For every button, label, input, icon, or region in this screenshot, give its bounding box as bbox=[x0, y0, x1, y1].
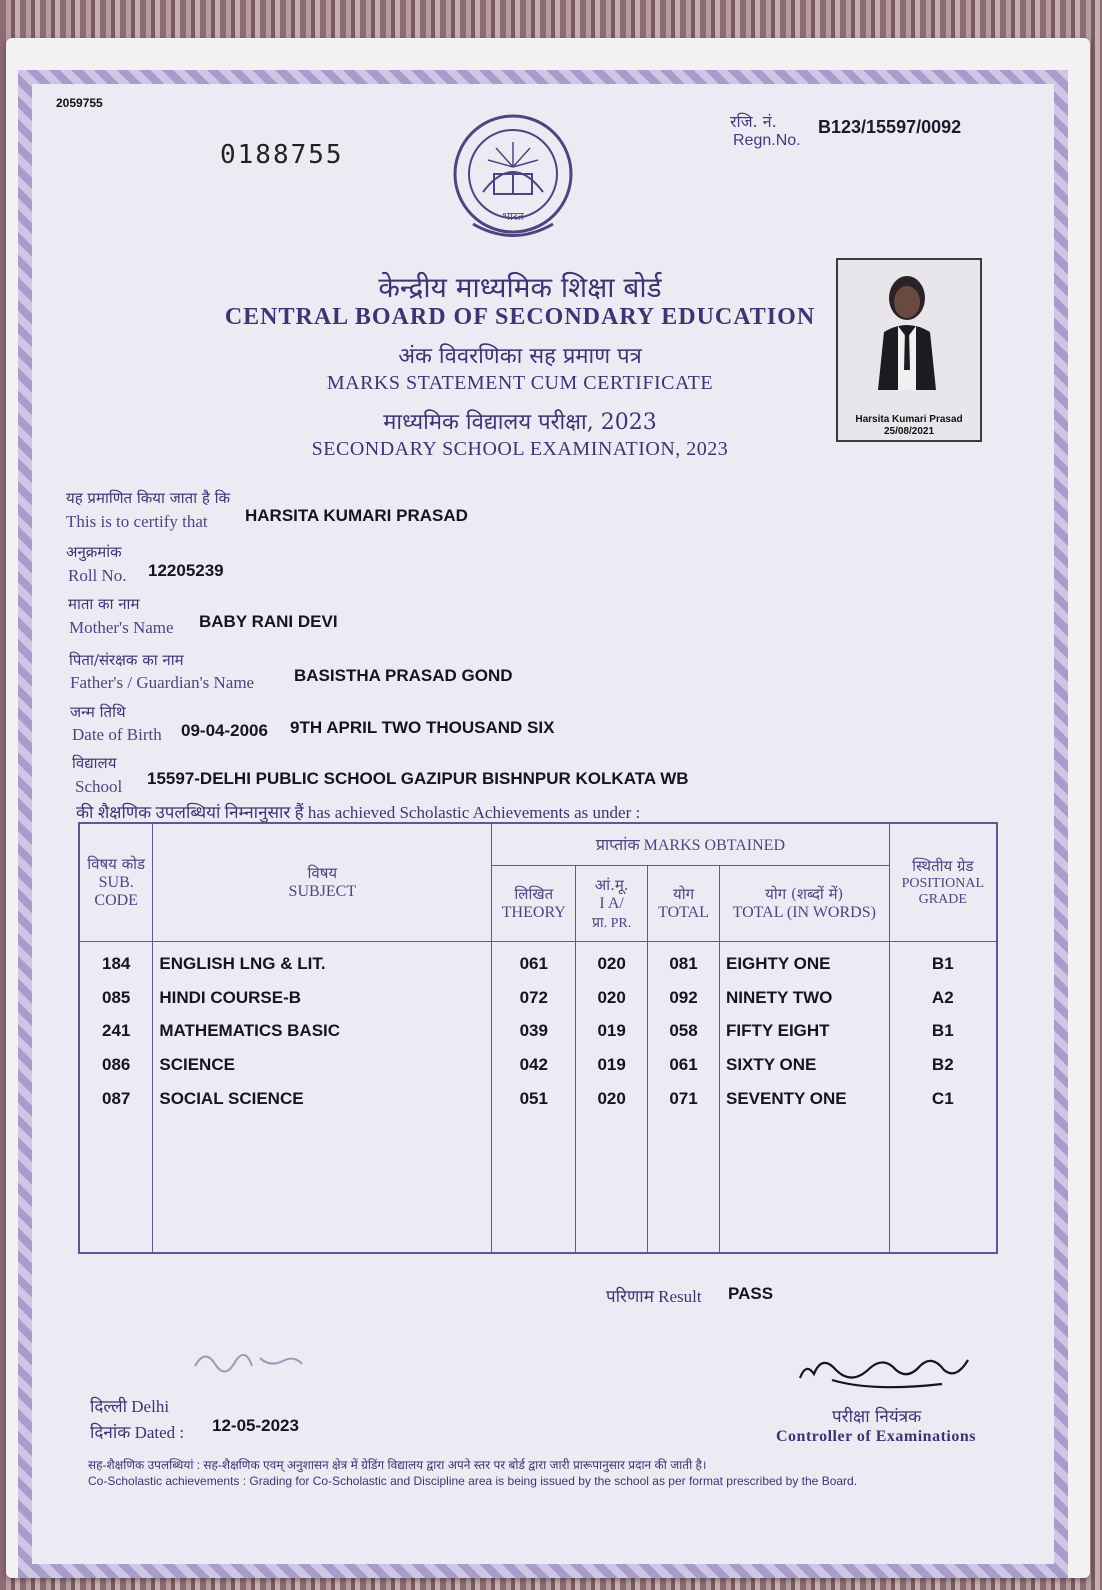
header-code-en2: CODE bbox=[94, 892, 138, 910]
dated-value: 12-05-2023 bbox=[212, 1416, 299, 1435]
student-photo bbox=[836, 258, 982, 442]
statement-title-hi: अंक विवरणिका सह प्रमाण पत्र bbox=[398, 344, 642, 369]
row-grade: A2 bbox=[889, 982, 997, 1016]
school-label-en: School bbox=[75, 777, 123, 796]
result-label: परिणाम Result bbox=[606, 1287, 702, 1306]
controller-signature bbox=[792, 1340, 982, 1400]
school-name: 15597-DELHI PUBLIC SCHOOL GAZIPUR BISHNPUR KOLKATA WB bbox=[147, 769, 689, 788]
header-grade bbox=[889, 823, 997, 941]
header-total-hi: योग bbox=[673, 885, 695, 903]
row-words: NINETY TWO bbox=[719, 982, 889, 1016]
row-ia: 020 bbox=[576, 982, 648, 1016]
header-words bbox=[719, 865, 889, 941]
row-total: 071 bbox=[648, 1083, 720, 1117]
serial-number: 0188755 bbox=[220, 140, 344, 170]
row-words: FIFTY EIGHT bbox=[719, 1015, 889, 1049]
table-empty-row bbox=[79, 1116, 997, 1253]
row-total: 061 bbox=[648, 1049, 720, 1083]
place-hi: दिल्ली bbox=[90, 1397, 128, 1416]
table-row bbox=[79, 941, 997, 982]
row-theory: 061 bbox=[492, 941, 576, 982]
table-row bbox=[79, 1015, 997, 1049]
father-name: BASISTHA PRASAD GOND bbox=[294, 666, 513, 685]
header-theory bbox=[492, 865, 576, 941]
table-row bbox=[79, 1083, 997, 1117]
result-value: PASS bbox=[728, 1284, 774, 1303]
row-total: 058 bbox=[648, 1015, 720, 1049]
mother-label-hi: माता का नाम bbox=[68, 595, 140, 613]
header-ia-hi: आं.मू. bbox=[594, 875, 629, 894]
cbse-emblem-icon bbox=[448, 112, 578, 252]
row-subject: SOCIAL SCIENCE bbox=[153, 1083, 492, 1117]
row-total: 092 bbox=[648, 982, 720, 1016]
row-subject: ENGLISH LNG & LIT. bbox=[153, 941, 492, 982]
row-code: 241 bbox=[79, 1015, 153, 1049]
header-total bbox=[648, 865, 720, 941]
roll-number: 12205239 bbox=[148, 561, 224, 580]
certify-label-hi: यह प्रमाणित किया जाता है कि bbox=[66, 489, 230, 507]
dob-label-hi: जन्म तिथि bbox=[70, 703, 126, 721]
row-theory: 072 bbox=[492, 982, 576, 1016]
student-name: HARSITA KUMARI PRASAD bbox=[245, 506, 468, 525]
row-code: 086 bbox=[79, 1049, 153, 1083]
header-subject-en: SUBJECT bbox=[288, 883, 357, 901]
marks-table bbox=[78, 822, 998, 1254]
row-code: 087 bbox=[79, 1083, 153, 1117]
row-grade: B1 bbox=[889, 941, 997, 982]
row-words: SEVENTY ONE bbox=[719, 1083, 889, 1117]
statement-title-en: MARKS STATEMENT CUM CERTIFICATE bbox=[326, 372, 714, 394]
father-label-hi: पिता/संरक्षक का नाम bbox=[69, 651, 184, 669]
row-grade: B2 bbox=[889, 1049, 997, 1083]
row-grade: C1 bbox=[889, 1083, 997, 1117]
header-words-en: TOTAL (IN WORDS) bbox=[732, 904, 876, 921]
co-scholastic-note-hi: सह-शैक्षणिक उपलब्धियां : सह-शैक्षणिक एवम् अनुशासन क्षेत्र में ग्रेडिंग विद्यालय द्वारा अपने स्तर पर बोर्ड द्वारा जारी प्रारूपानुसार प्रदान की जाती है। bbox=[88, 1458, 707, 1472]
header-total-en: TOTAL bbox=[658, 904, 709, 921]
exam-title-hi: माध्यमिक विद्यालय परीक्षा, 2023 bbox=[383, 410, 657, 435]
roll-label-hi: अनुक्रमांक bbox=[66, 543, 122, 561]
row-code: 085 bbox=[79, 982, 153, 1016]
row-code: 184 bbox=[79, 941, 153, 982]
row-grade: B1 bbox=[889, 1015, 997, 1049]
achievement-intro: की शैक्षणिक उपलब्धियां निम्नानुसार हैं has achieved Scholastic Achievements as under : bbox=[76, 803, 641, 822]
photo-caption bbox=[838, 414, 980, 438]
emblem-text: भारत bbox=[502, 210, 524, 223]
header-marks-obtained: प्राप्तांक MARKS OBTAINED bbox=[492, 823, 889, 865]
row-words: EIGHTY ONE bbox=[719, 941, 889, 982]
header-theory-hi: लिखित bbox=[514, 885, 554, 903]
header-code-hi: विषय कोड bbox=[87, 855, 146, 874]
row-ia: 019 bbox=[576, 1015, 648, 1049]
photo-caption-date: 25/08/2021 bbox=[883, 426, 935, 437]
initials-scribble bbox=[190, 1338, 310, 1378]
controller-title-en: Controller of Examinations bbox=[776, 1428, 976, 1445]
board-title-en: CENTRAL BOARD OF SECONDARY EDUCATION bbox=[224, 304, 816, 330]
header-subject-hi: विषय bbox=[307, 864, 338, 883]
row-subject: SCIENCE bbox=[153, 1049, 492, 1083]
place bbox=[90, 1394, 169, 1417]
row-theory: 039 bbox=[492, 1015, 576, 1049]
header-code-en1: SUB. bbox=[98, 874, 134, 892]
header-grade-en2: GRADE bbox=[918, 892, 967, 908]
board-title-hi: केन्द्रीय माध्यमिक शिक्षा बोर्ड bbox=[378, 271, 662, 304]
father-label-en: Father's / Guardian's Name bbox=[70, 673, 255, 692]
regn-label-en: Regn.No. bbox=[733, 132, 801, 149]
row-ia: 020 bbox=[576, 941, 648, 982]
dob-words: 9TH APRIL TWO THOUSAND SIX bbox=[290, 718, 555, 737]
photo-caption-name: Harsita Kumari Prasad bbox=[855, 414, 963, 425]
row-total: 081 bbox=[648, 941, 720, 982]
serial-small: 2059755 bbox=[56, 96, 103, 110]
header-ia-pr: प्रा. PR. bbox=[592, 915, 632, 931]
table-row bbox=[79, 982, 997, 1016]
student-portrait bbox=[876, 270, 938, 390]
row-subject: MATHEMATICS BASIC bbox=[153, 1015, 492, 1049]
header-grade-en1: POSITIONAL bbox=[901, 876, 985, 892]
red-stamp bbox=[52, 140, 192, 180]
row-theory: 042 bbox=[492, 1049, 576, 1083]
header-grade-hi: स्थितीय ग्रेड bbox=[912, 857, 974, 876]
header-ia-en: I A/ bbox=[599, 894, 624, 912]
dated-label: दिनांक Dated : bbox=[90, 1423, 185, 1442]
mother-name: BABY RANI DEVI bbox=[199, 612, 338, 631]
row-words: SIXTY ONE bbox=[719, 1049, 889, 1083]
row-ia: 020 bbox=[576, 1083, 648, 1117]
header-ia bbox=[576, 865, 648, 941]
header-theory-en: THEORY bbox=[501, 904, 566, 921]
regn-label-hi: रजि. नं. bbox=[730, 112, 777, 131]
table-row bbox=[79, 1049, 997, 1083]
co-scholastic-note-en: Co-Scholastic achievements : Grading for Co-Scholastic and Discipline area is being issued by the school as per format prescribed by the Board. bbox=[88, 1474, 858, 1488]
place-en: Delhi bbox=[131, 1397, 170, 1416]
header-subject bbox=[153, 823, 492, 941]
exam-title-en: SECONDARY SCHOOL EXAMINATION, 2023 bbox=[311, 438, 729, 460]
school-label-hi: विद्यालय bbox=[72, 754, 117, 772]
dob-value: 09-04-2006 bbox=[181, 721, 268, 740]
controller-title-hi: परीक्षा नियंत्रक bbox=[832, 1407, 922, 1427]
header-words-hi: योग (शब्दों में) bbox=[765, 885, 844, 903]
dob-label-en: Date of Birth bbox=[72, 725, 162, 744]
roll-label-en: Roll No. bbox=[68, 566, 127, 585]
header-code bbox=[79, 823, 153, 941]
certify-label-en: This is to certify that bbox=[66, 512, 208, 531]
regn-value: B123/15597/0092 bbox=[818, 117, 962, 137]
row-subject: HINDI COURSE-B bbox=[153, 982, 492, 1016]
mother-label-en: Mother's Name bbox=[69, 618, 174, 637]
row-ia: 019 bbox=[576, 1049, 648, 1083]
row-theory: 051 bbox=[492, 1083, 576, 1117]
